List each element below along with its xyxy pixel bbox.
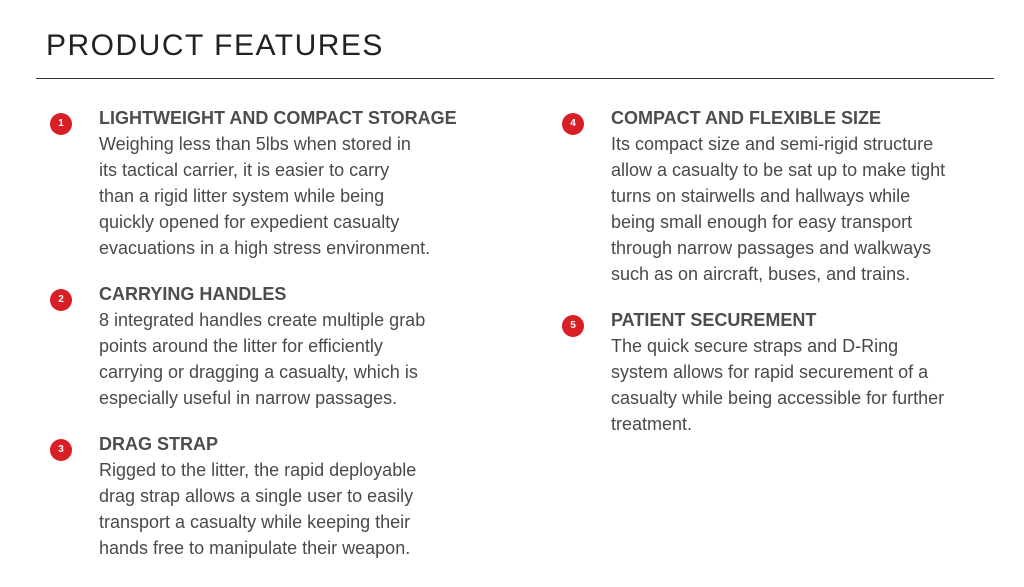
feature-title: PATIENT SECUREMENT [611, 310, 817, 330]
feature-title: CARRYING HANDLES [99, 284, 287, 304]
feature-description-line: Its compact size and semi-rigid structure [611, 134, 934, 154]
feature-number-badge: 1 [50, 113, 72, 135]
feature-description-line: 8 integrated handles create multiple grab [99, 310, 426, 330]
page-title: PRODUCT FEATURES [46, 29, 384, 62]
feature-title: COMPACT AND FLEXIBLE SIZE [611, 108, 881, 128]
feature-number-badge: 2 [50, 289, 72, 311]
feature-description-line: system allows for rapid securement of a [611, 362, 929, 382]
feature-number-badge: 3 [50, 439, 72, 461]
feature-title: DRAG STRAP [99, 434, 219, 454]
feature-description-line: carrying or dragging a casualty, which is [99, 362, 418, 382]
feature-description-line: such as on aircraft, buses, and trains. [611, 264, 911, 284]
feature-description-line: turns on stairwells and hallways while [611, 186, 911, 206]
feature-carrying-handles [50, 281, 490, 411]
feature-description-line: The quick secure straps and D-Ring [611, 336, 899, 356]
feature-description-line: Rigged to the litter, the rapid deployable [99, 460, 417, 480]
feature-description-line: transport a casualty while keeping their [99, 512, 411, 532]
feature-description [99, 307, 490, 411]
feature-compact-flexible-size [562, 105, 1012, 287]
features-column-left [50, 105, 490, 581]
feature-number-badge: 5 [562, 315, 584, 337]
feature-description-line: than a rigid litter system while being [99, 186, 385, 206]
feature-description [99, 131, 490, 261]
feature-number-badge: 4 [562, 113, 584, 135]
title-divider [36, 78, 994, 79]
feature-title: LIGHTWEIGHT AND COMPACT STORAGE [99, 108, 457, 128]
feature-description-line: its tactical carrier, it is easier to carry [99, 160, 390, 180]
feature-description [99, 457, 490, 561]
feature-description-line: being small enough for easy transport [611, 212, 913, 232]
feature-description-line: allow a casualty to be sat up to make tight [611, 160, 946, 180]
feature-description-line: treatment. [611, 414, 693, 434]
feature-description-line: points around the litter for efficiently [99, 336, 383, 356]
feature-description-line: evacuations in a high stress environment. [99, 238, 431, 258]
feature-description-line: through narrow passages and walkways [611, 238, 932, 258]
feature-description-line: especially useful in narrow passages. [99, 388, 398, 408]
feature-lightweight-storage [50, 105, 490, 261]
feature-description-line: Weighing less than 5lbs when stored in [99, 134, 411, 154]
feature-description-line: quickly opened for expedient casualty [99, 212, 400, 232]
feature-description-line: hands free to manipulate their weapon. [99, 538, 411, 558]
feature-description [611, 333, 1012, 437]
feature-description-line: casualty while being accessible for further [611, 388, 945, 408]
feature-patient-securement [562, 307, 1012, 437]
features-column-right [562, 105, 1012, 457]
feature-description [611, 131, 1012, 287]
feature-description-line: drag strap allows a single user to easily [99, 486, 414, 506]
feature-drag-strap [50, 431, 490, 561]
